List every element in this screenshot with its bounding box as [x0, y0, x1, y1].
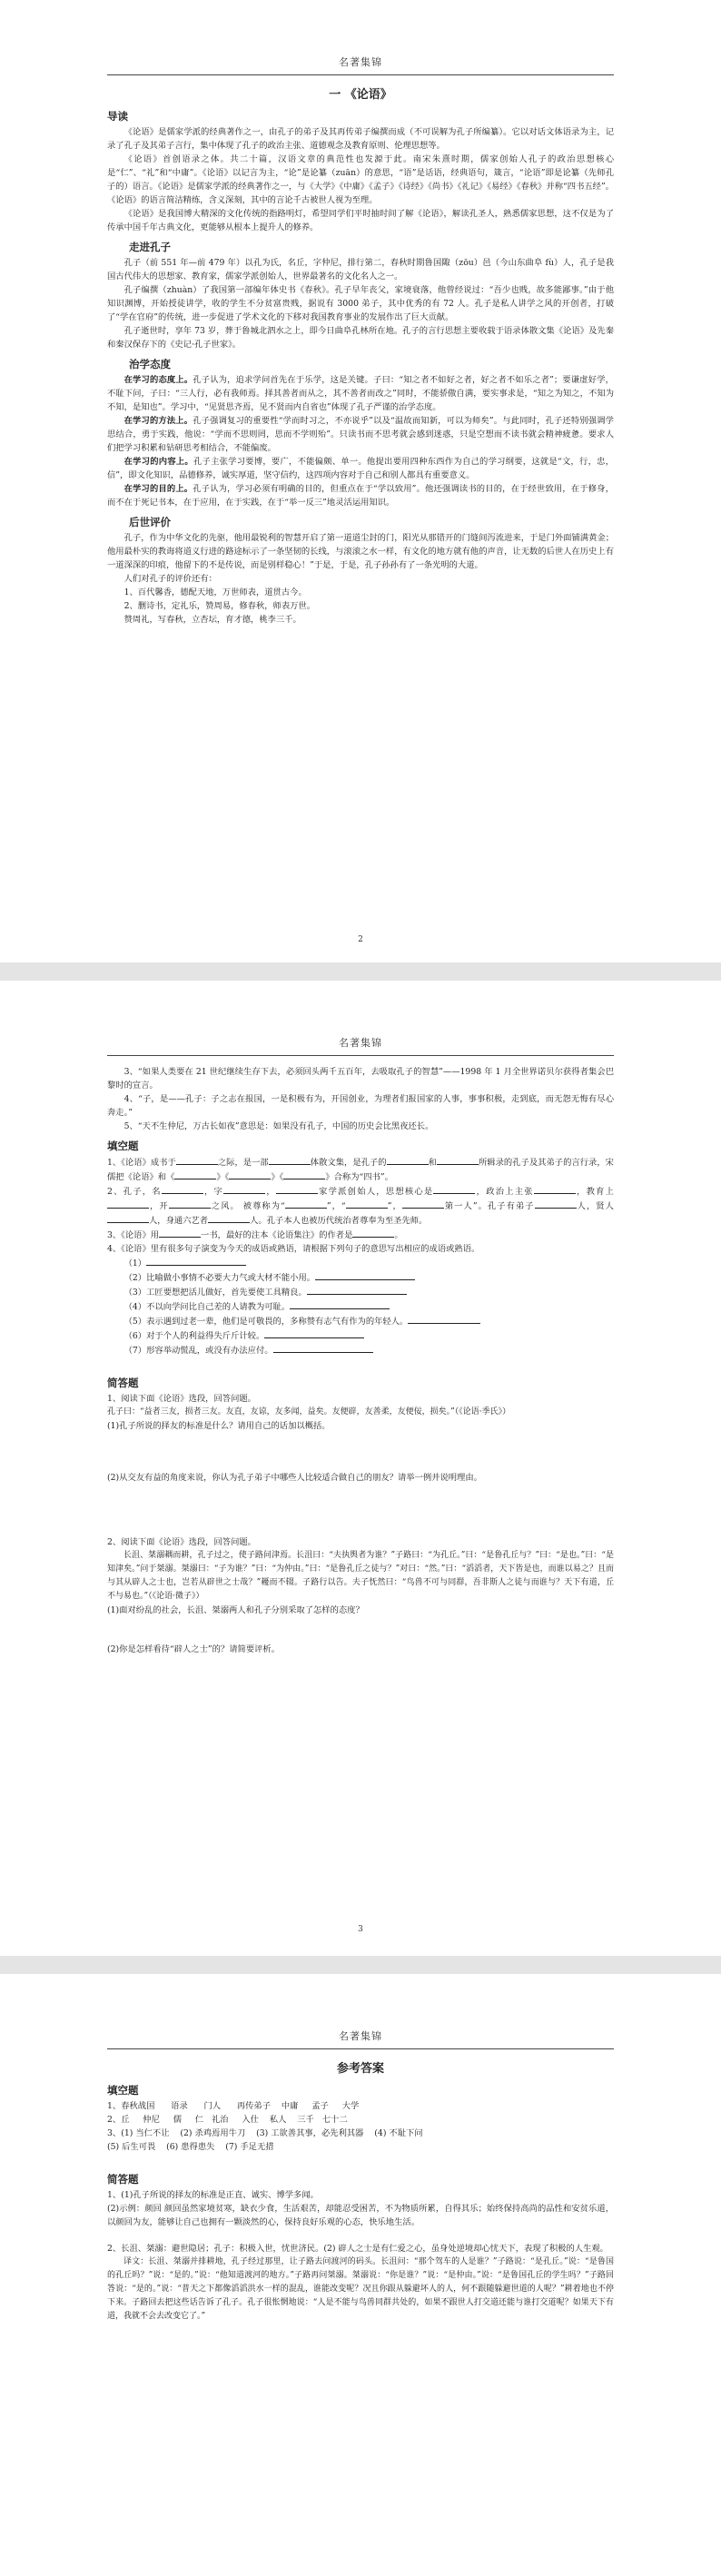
fill-subitem — [107, 1285, 614, 1299]
fill-text: 家学派创始人，思想核心是 — [317, 1187, 434, 1197]
author-heading: 走进孔子 — [129, 241, 171, 253]
answer-blank[interactable] — [159, 1228, 201, 1238]
fill-text: ，政治上主张 — [475, 1187, 534, 1197]
study-lead: 在学习的目的上。 — [123, 484, 193, 494]
answer-row: 3、(1) 当仁不让 (2) 杀鸡焉用牛刀 (3) 工欲善其事，必先利其器 (4) 不耻下问 — [107, 2128, 423, 2138]
fill-text: 》合称为“四书”。 — [325, 1172, 393, 1182]
study-text: 孔子强调复习的重要性“学而时习之，不亦说乎”以及“温故而知新，可以为师矣”。与此同时，孔子还特别强调学思结合，勇于实践，他说：“学而不思则罔，思而不学则殆”。只读书而不思考就会感到迷惑，只是空想而不读书就会精神疲惫。要求人们把学习积累和钻研思考相结合，不能偏废。 — [107, 416, 614, 453]
classical-excerpt: 孔子曰：“益者三友，损者三友。友直，友谅，友多闻，益矣。友便辟，友善柔，友便佞，损矣。”（《论语·季氏》） — [107, 1407, 511, 1416]
answer-blank[interactable] — [174, 1170, 216, 1179]
answer-text: 2、丘 — [107, 2115, 130, 2125]
fill-text: 所辑录的孔子及其弟子的言行录，宋儒把《论语》和《 — [107, 1158, 614, 1182]
answer-blank[interactable] — [169, 1199, 211, 1209]
fill-text: ，开 — [149, 1201, 169, 1211]
study-paragraph — [107, 455, 614, 482]
answer-blank[interactable] — [264, 1328, 364, 1338]
study-lead: 在学习的内容上。 — [123, 457, 193, 467]
fill-question — [107, 1228, 614, 1242]
fill-question — [107, 1155, 614, 1184]
answer-text: 入仕 — [242, 2115, 259, 2125]
fill-subitem — [107, 1343, 614, 1357]
fill-text: 体散文集，是孔子的 — [310, 1158, 387, 1168]
classical-excerpt: 长沮、桀溺耦而耕，孔子过之，使子路问津焉。长沮曰：“夫执舆者为谁？”子路曰：“为孔丘。”曰：“是鲁孔丘与？”曰：“是也。”曰：“是知津矣。”问于桀溺。桀溺曰：“子为谁？”曰：“为仲由。”曰：“是鲁孔丘之徒与？”对曰：“然。”曰：“滔滔者，天下皆是也，而谁以易之？且而与其从辟人之士也，岂若从辟世之士哉？”耰而不辍。子路行以告。夫子怃然曰：“鸟兽不可与同群，吾非斯人之徒与而谁与？天下有道，丘不与易也。”（《论语·微子》） — [107, 1551, 614, 1601]
fill-text: 和 — [428, 1158, 437, 1168]
answer-text: 语录 — [171, 2101, 188, 2111]
answer-blank[interactable] — [290, 1299, 390, 1309]
answer-blank[interactable] — [387, 1155, 429, 1165]
study-paragraph — [107, 414, 614, 455]
study-text: 孔子认为，追求学问首先在于乐学，这是关键。子曰：“知之者不如好之者，好之者不如乐之者”；要谦虚好学，不耻下问，子曰：“三人行，必有我师焉。择其善者而从之，其不善者而改之”同时，不能骄傲自满，要实事求是，“知之为知之，不知为不知，是知也”。学习中，“见贤思齐焉，见不贤而内自省也”体现了孔子严谨的治学态度。 — [107, 375, 614, 412]
answer-text: 仁 — [194, 2115, 204, 2125]
answer-blank[interactable] — [176, 1155, 218, 1165]
fill-text: （5）表示遇到过老一辈，他们是可敬畏的，多称赞有志气有作为的年轻人。 — [123, 1317, 409, 1327]
answer-text: 再传弟子 — [236, 2101, 272, 2111]
fill-text: ，教育上 — [575, 1187, 614, 1197]
answer-blank[interactable] — [107, 1213, 149, 1223]
fill-subitem — [107, 1328, 614, 1343]
fill-text: （3）工匠要想把活儿做好，首先要使工具精良。 — [123, 1288, 307, 1298]
fill-text: ， — [265, 1187, 276, 1197]
fill-text: ”，“ — [326, 1201, 346, 1211]
quote-item: 4、“子，是——孔子：子之志在报国，一是积极有为，开国创业，为理者们报国家的人事，事事积极，走到底，而无怨无悔有尽心奔走。” — [107, 1094, 614, 1118]
answer-blank[interactable] — [535, 1199, 577, 1209]
fill-text: 3、《论语》用 — [107, 1230, 160, 1240]
answer-blank[interactable] — [402, 1199, 444, 1209]
intro-paragraph: 《论语》是儒家学派的经典著作之一，由孔子的弟子及其再传弟子编撰而成（不可误解为孔子所编纂）。它以对话文体语录为主，记录了孔子及其弟子言行，集中体现了孔子的政治主张、道德观念及教育原则、伦理思想等。 — [107, 127, 614, 151]
short-question: 1、阅读下面《论语》选段，回答问题。 — [107, 1394, 256, 1404]
fill-text: 人。孔子本人也被历代统治者尊奉为至圣先师。 — [250, 1216, 428, 1226]
study-text: 孔子主张学习要博，要广，不能偏颇、单一。他提出要用四种东西作为自己的学习纲要，这就是“文，行，忠，信”，即文化知识，品德修养，诚实厚道，坚守信约，这四项内容对于自己和别人都具有重要意义。 — [107, 457, 614, 480]
answer-blank[interactable] — [408, 1314, 480, 1324]
fill-text: 。 — [394, 1230, 403, 1240]
fill-text: 》《 — [271, 1172, 284, 1182]
quote-item: 5、“天不生仲尼，万古长如夜”意思是：如果没有孔子，中国的历史会比黑夜还长。 — [123, 1121, 434, 1131]
answer-text: 三千 — [297, 2115, 314, 2125]
header-rule — [107, 1055, 614, 1056]
answer-blank[interactable] — [208, 1213, 250, 1223]
fill-text: （1） — [123, 1258, 147, 1268]
answer-space[interactable] — [107, 1485, 614, 1510]
answer-blank[interactable] — [433, 1184, 475, 1194]
answer-blank[interactable] — [229, 1170, 271, 1179]
study-lead: 在学习的方法上。 — [123, 416, 193, 426]
page-header: 名著集锦 — [339, 1037, 382, 1049]
study-text: 孔子认为，学习必须有明确的目的，但重点在于“学以致用”。他还强调读书的目的，在于经世致用，在于修身，而不在于死记书本，在于应用，在于实践，在于“举一反三”地灵活运用知识。 — [107, 484, 614, 508]
answer-text: 儒 — [173, 2115, 182, 2125]
fill-question: 4、《论语》里有很多句子演变为今天的成语或熟语，请根据下列句子的意思写出相应的成语或熟语。 — [107, 1244, 480, 1254]
page-header: 名著集锦 — [339, 56, 382, 68]
fill-subitem — [107, 1270, 614, 1285]
header-rule — [107, 2048, 614, 2049]
evaluation-heading: 后世评价 — [129, 516, 171, 528]
page-3 — [0, 1974, 721, 2576]
fill-subitem — [107, 1299, 614, 1314]
header-rule — [107, 74, 614, 75]
answer-text: 1、春秋战国 — [107, 2101, 155, 2111]
answer-blank[interactable] — [146, 1256, 246, 1266]
fill-text: 之际，是一部 — [217, 1158, 269, 1168]
fill-text: 之风。 — [210, 1201, 240, 1211]
answers-title: 参考答案 — [336, 2062, 384, 2076]
answer-text: 孟子 — [311, 2101, 329, 2111]
answer-blank[interactable] — [283, 1170, 325, 1179]
page-1 — [0, 0, 721, 962]
evaluation-list-item: 1、百代馨香，德配天地，万世师表，道贯古今。 — [123, 587, 307, 597]
fill-heading: 填空题 — [107, 1140, 139, 1152]
answer-text: 大学 — [341, 2101, 360, 2111]
fill-text: 被尊称为“ — [242, 1201, 285, 1211]
fill-subitem — [107, 1256, 614, 1270]
fill-text: ，字 — [202, 1187, 224, 1197]
page-2 — [0, 981, 721, 1956]
evaluation-list-intro: 人们对孔子的评价还有： — [123, 574, 217, 584]
fill-text: 一书，最好的注本《论语集注》的作者是 — [201, 1230, 353, 1240]
intro-paragraph: 《论语》是我国博大精深的文化传统的指路明灯，希望同学们平时抽时间了解《论语》，解读孔圣人，熟悉儒家思想，这不仅是为了传承中国千年古典文化，更能够从根本上提升人的修养。 — [107, 209, 614, 232]
short-subquestion: (1)面对纷乱的社会，长沮、桀溺两人和孔子分别采取了怎样的态度？ — [107, 1605, 364, 1615]
quote-item: 3、“如果人类要在 21 世纪继续生存下去，必须回头两千五百年，去吸取孔子的智慧”——1998 年 1 月全世界诺贝尔获得者集会巴黎时的宣言。 — [107, 1067, 614, 1091]
answer-text: 门人 — [203, 2101, 222, 2111]
fill-text: ”， — [387, 1201, 402, 1211]
answer-blank[interactable] — [285, 1199, 327, 1209]
study-paragraph — [107, 373, 614, 414]
answer-blank[interactable] — [437, 1155, 479, 1165]
answer-space[interactable] — [107, 1433, 614, 1458]
short-subquestion: (2)从交友有益的角度来说，你认为孔子弟子中哪些人比较适合做自己的朋友？请举一例并说明理由。 — [107, 1473, 482, 1483]
answer-text: 礼治 — [211, 2115, 229, 2125]
translation-paragraph: 译文：长沮、桀溺并排耕地，孔子经过那里，让子路去问渡河的码头。长沮问：“那个驾车的人是谁？”子路说：“是孔丘。”说：“是鲁国的孔丘吗？”说：“是的。”说：“他知道渡河的地方。”子路再问桀溺。桀溺说：“你是谁？”说：“是仲由。”说：“是鲁国孔丘的学生吗？”子路回答说：“是的。”说：“普天之下都像滔滔洪水一样的混乱，谁能改变呢？况且你跟从躲避坏人的人，何不跟随躲避世道的人呢？”耕着地也不停下来。子路回去把这些话告诉了孔子。孔子很怅惘地说：“人是不能与鸟兽同群共处的，如果不跟世人打交道还能与谁打交道呢？如果天下有道，我就不会去改变它了。” — [107, 2257, 614, 2321]
answers-fill-heading: 填空题 — [107, 2084, 139, 2097]
fill-text: 1、《论语》成书于 — [107, 1158, 176, 1168]
answer-blank[interactable] — [276, 1184, 318, 1194]
fill-text: 》《 — [216, 1172, 230, 1182]
author-paragraph: 孔子逝世时，享年 73 岁，葬于鲁城北泗水之上，即今日曲阜孔林所在地。孔子的言行思想主要收载于语录体散文集《论语》及先秦和秦汉保存下的《史记·孔子世家》。 — [107, 326, 614, 350]
answer-row: (5) 后生可畏 (6) 患得患失 (7) 手足无措 — [107, 2142, 274, 2152]
evaluation-list-item: 2、删诗书，定礼乐，赞周易，修春秋，师表万世。 — [123, 601, 316, 611]
answer-blank[interactable] — [307, 1285, 407, 1295]
fill-text: （2）比喻做小事情不必要大力气或大材不能小用。 — [123, 1273, 316, 1283]
page-number: 2 — [358, 935, 363, 944]
answer-blank[interactable] — [269, 1155, 311, 1165]
intro-paragraph: 《论语》首创语录之体。共二十篇，汉语文章的典范性也发源于此。南宋朱熹时期，儒家创始人孔子的政治思想核心是“仁”、“礼”和“中庸”。《论语》以记言为主，“论”是论纂（zuān）的意思，“语”是话语，经典语句，箴言，“论语”即是论纂（先师孔子的）语言。《论语》是儒家学派的经典著作之一，与《大学》《中庸》《孟子》《诗经》《尚书》《礼记》《易经》《春秋》并称“四书五经”。《论语》的语言简洁精练，含义深刻，其中的言论千古被世人视为至理。 — [107, 154, 615, 205]
fill-text: （7）形容举动慌乱，或没有办法应付。 — [123, 1346, 273, 1356]
study-heading: 治学态度 — [129, 358, 171, 370]
fill-text: （6）对于个人的利益得失斤斤计较。 — [123, 1331, 265, 1341]
author-paragraph: 孔子（前 551 年—前 479 年）以孔为氏，名丘，字仲尼，排行第二，春秋时期鲁国陬（zōu）邑（今山东曲阜 fù）人，孔子是我国古代伟大的思想家、教育家，儒家学派创始人，世界最著名的文化名人之一。 — [107, 258, 614, 281]
answer-text: 七十二 — [321, 2115, 348, 2125]
answer-blank[interactable] — [107, 1199, 149, 1209]
answer-paragraph: (2)示例：颜回 颜回虽然家境贫寒，缺衣少食，生活艰苦，却能忍受困苦，不为物质所累，自得其乐；始终保持高尚的品性和安贫乐道，以颜回为友，能够让自己也拥有一颗淡然的心，保持良好乐观的心态，快乐地生活。 — [107, 2204, 614, 2227]
fill-text: 人，贤人 — [576, 1201, 614, 1211]
answer-space[interactable] — [107, 1617, 614, 1643]
answer-blank[interactable] — [162, 1184, 203, 1194]
fill-text: 2、孔子，名 — [107, 1187, 162, 1197]
page-header: 名著集锦 — [339, 2030, 382, 2042]
short-answer-heading: 简答题 — [107, 1377, 139, 1389]
chapter-title: 一 《论语》 — [329, 88, 392, 102]
fill-text: （4）不以向学问比自己差的人请教为可耻。 — [123, 1302, 291, 1312]
study-lead: 在学习的态度上。 — [123, 375, 193, 385]
intro-heading: 导读 — [107, 110, 128, 123]
fill-text: 人，身通六艺者 — [149, 1216, 209, 1226]
answer-text: 仲尼 — [143, 2115, 160, 2125]
author-paragraph: 孔子编撰（zhuàn）了我国第一部编年体史书《春秋》。孔子早年丧父，家境衰落，他曾经说过：“吾少也贱，故多能鄙事。”由于他知识渊博，开始授徒讲学，收的学生不分贫富贵贱，据说有 3000 弟子，其中优秀的有 72 人。孔子是私人讲学之风的开创者，打破了“学在官府”的传统，进一步促进了学术文化的下移对我国教育事业的发展作出了巨大贡献。 — [107, 285, 614, 322]
short-subquestion: (2)你是怎样看待“辟人之士”的？请简要评析。 — [107, 1644, 281, 1654]
short-question: 2、阅读下面《论语》选段，回答问题。 — [107, 1537, 256, 1547]
page-number: 3 — [358, 1925, 363, 1934]
answer-blank[interactable] — [534, 1184, 576, 1194]
answer-blank[interactable] — [352, 1228, 394, 1238]
answer-blank[interactable] — [273, 1343, 373, 1353]
answers-short-heading: 简答题 — [107, 2173, 139, 2186]
answer-row — [107, 2113, 614, 2127]
study-paragraph — [107, 482, 614, 509]
answer-blank[interactable] — [315, 1270, 415, 1280]
fill-question — [107, 1184, 614, 1228]
answer-text: 私人 — [269, 2115, 287, 2125]
answer-paragraph: 1、(1)孔子所说的择友的标准是正直、诚实、博学多闻。 — [107, 2190, 319, 2200]
answer-text: 中庸 — [281, 2101, 299, 2111]
answer-row — [107, 2099, 614, 2113]
fill-subitem — [107, 1314, 614, 1328]
fill-text: 第一人”。孔子有弟子 — [443, 1201, 535, 1211]
short-subquestion: (1)孔子所说的择友的标准是什么？请用自己的话加以概括。 — [107, 1421, 331, 1431]
answer-paragraph: 2、长沮、桀溺：避世隐居；孔子：积极入世，忧世济民。(2) 辟人之士是有仁爱之心，虽身处逆境却心忧天下，表现了积极的人生观。 — [107, 2244, 608, 2254]
answer-blank[interactable] — [346, 1199, 388, 1209]
evaluation-paragraph: 孔子，作为中华文化的先驱，他用最锐利的智慧开启了第一道道尘封的门，阳光从那错开的门缝间泻流进来，于是门外面铺满黄金；他用最朴实的教诲将道义行进的路途标示了一条坚韧的长线，与滚滚之水一样，有文化的地方就有他的声音，让无数的后世人在历史上有一道深深的印痕，他留下的不是传说，而是别样稳心！”于是，于是，孔子孙孙有了一条光明的大道。 — [107, 533, 614, 570]
answer-blank[interactable] — [223, 1184, 265, 1194]
evaluation-list-item: 赞周礼，写春秋，立杏坛，育才德，桃李三千。 — [123, 615, 301, 625]
